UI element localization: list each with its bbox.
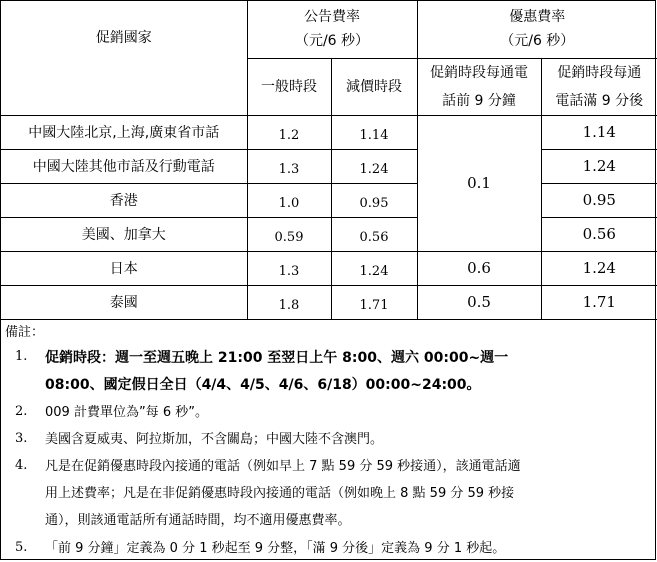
- note-line: 促銷時段：週一至週五晚上 21:00 至翌日上午 8:00、週六 00:00~週一: [45, 350, 509, 366]
- general-rate-cell: 1.3: [247, 149, 331, 183]
- country-cell: 中國大陸其他市話及行動電話: [1, 149, 247, 183]
- announced-rate-header: [247, 1, 417, 58]
- note-number: 4.: [15, 458, 28, 473]
- after-9-min-rate-cell: 1.24: [541, 251, 657, 285]
- note-number: 5.: [15, 540, 28, 555]
- announced-rate-title: 公告費率: [304, 9, 360, 26]
- note-text: [45, 453, 651, 534]
- first-9-min-rate-cell: 0.1: [417, 115, 541, 251]
- first-9-min-header-line2: 話前 9 分鐘: [442, 92, 516, 109]
- first-9-min-rate-cell: 0.6: [417, 251, 541, 285]
- note-number: 2.: [15, 404, 28, 419]
- note-line: 「前 9 分鐘」定義為 0 分 1 秒起至 9 分整，「滿 9 分後」定義為 9 分 1 秒起。: [45, 541, 506, 556]
- after-9-min-rate-cell: 1.14: [541, 115, 657, 149]
- note-line: 美國含夏威夷、阿拉斯加，不含關島；中國大陸不含澳門。: [45, 432, 384, 447]
- discount-rate-cell: 1.24: [331, 251, 417, 285]
- notes-title: 備註：: [5, 325, 45, 340]
- note-number: 1.: [15, 349, 28, 364]
- first-9-min-rate-cell: 0.5: [417, 285, 541, 319]
- table-row: [1, 115, 657, 149]
- note-text: [45, 426, 651, 453]
- after-9-min-rate-cell: 0.95: [541, 183, 657, 217]
- note-line: 009 計費單位為”每 6 秒”。: [45, 405, 208, 420]
- note-line: 用上述費率；凡是在非促銷優惠時段內接通的電話（例如晚上 8 點 59 分 59 秒接: [45, 486, 515, 501]
- country-cell: 中國大陸北京,上海,廣東省市話: [1, 115, 247, 149]
- table-row: [1, 183, 657, 217]
- after-9-min-header-line2: 電話滿 9 分後: [555, 92, 644, 109]
- country-cell: 香港: [1, 183, 247, 217]
- table-row: [1, 251, 657, 285]
- after-9-min-rate-cell: 0.56: [541, 217, 657, 251]
- country-cell: 日本: [1, 251, 247, 285]
- promo-rate-unit: （元/6 秒）: [500, 33, 575, 50]
- table-row: [1, 285, 657, 319]
- promo-rate-title: 優惠費率: [509, 9, 566, 26]
- rate-table: [1, 1, 657, 320]
- note-line: 通），則該通電話所有通話時間，均不適用優惠費率。: [45, 513, 351, 528]
- note-text: [45, 535, 651, 562]
- general-period-header: 一般時段: [247, 58, 331, 115]
- after-9-min-rate-cell: 1.71: [541, 285, 657, 319]
- discount-period-header: 減價時段: [331, 58, 417, 115]
- general-rate-cell: 1.3: [247, 251, 331, 285]
- announced-rate-unit: （元/6 秒）: [294, 33, 370, 50]
- first-9-min-header: [417, 58, 541, 115]
- table-row: [1, 217, 657, 251]
- discount-rate-cell: 0.95: [331, 183, 417, 217]
- discount-rate-cell: 1.24: [331, 149, 417, 183]
- discount-rate-cell: 1.71: [331, 285, 417, 319]
- discount-rate-cell: 0.56: [331, 217, 417, 251]
- after-9-min-rate-cell: 1.24: [541, 149, 657, 183]
- first-9-min-header-line1: 促銷時段每通電: [430, 64, 529, 81]
- promo-rate-header: [417, 1, 657, 58]
- note-text: [45, 345, 651, 399]
- table-row: [1, 149, 657, 183]
- note-text: [45, 399, 651, 426]
- after-9-min-header: [541, 58, 657, 115]
- country-cell: 美國、加拿大: [1, 217, 247, 251]
- after-9-min-header-line1: 促銷時段每通: [557, 64, 642, 81]
- general-rate-cell: 1.2: [247, 115, 331, 149]
- note-line: 08:00、國定假日全日（4/4、4/5、4/6、6/18）00:00~24:00。: [45, 377, 481, 393]
- general-rate-cell: 1.0: [247, 183, 331, 217]
- discount-rate-cell: 1.14: [331, 115, 417, 149]
- general-rate-cell: 1.8: [247, 285, 331, 319]
- note-number: 3.: [15, 431, 28, 446]
- country-header: 促銷國家: [1, 1, 247, 115]
- country-cell: 泰國: [1, 285, 247, 319]
- note-line: 凡是在促銷優惠時段內接通的電話（例如早上 7 點 59 分 59 秒接通），該通電話適: [45, 459, 521, 474]
- general-rate-cell: 0.59: [247, 217, 331, 251]
